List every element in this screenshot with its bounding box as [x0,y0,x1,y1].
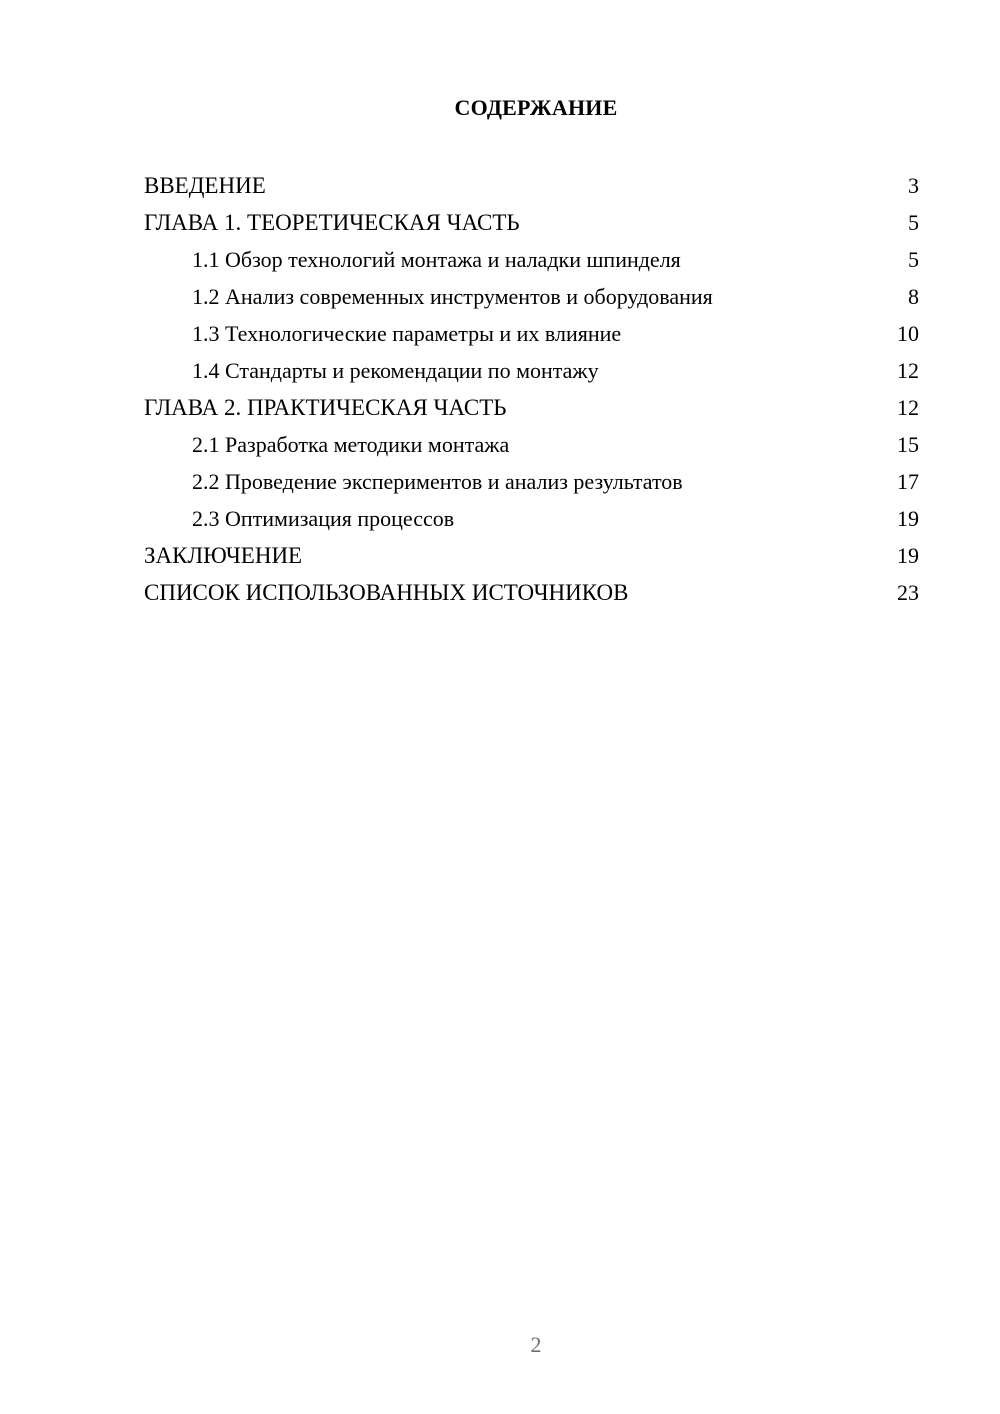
toc-entry-label: 1.3 Технологические параметры и их влияние [192,321,622,346]
toc-subentry[interactable] [144,278,919,315]
toc-entry-page: 5 [908,247,919,272]
toc-entry-page: 12 [897,395,919,420]
toc-entry-label: ГЛАВА 2. ПРАКТИЧЕСКАЯ ЧАСТЬ [144,395,507,420]
toc-entry-page: 15 [897,432,919,457]
toc-entry-label: 1.2 Анализ современных инструментов и оборудования [192,284,713,309]
toc-entry-label: 1.4 Стандарты и рекомендации по монтажу [192,358,599,383]
toc-subentry[interactable] [144,352,919,389]
page-title: СОДЕРЖАНИЕ [454,95,618,120]
toc-entry-label: ГЛАВА 1. ТЕОРЕТИЧЕСКАЯ ЧАСТЬ [144,210,520,235]
toc-entry-label: СПИСОК ИСПОЛЬЗОВАННЫХ ИСТОЧНИКОВ [144,580,629,605]
toc-entry-label: 2.2 Проведение экспериментов и анализ результатов [192,469,683,494]
toc-entry-page: 23 [897,580,919,605]
toc-entry-page: 19 [897,543,919,568]
toc-subentry[interactable] [144,315,919,352]
toc-entry-label: ЗАКЛЮЧЕНИЕ [144,543,303,568]
toc-entry-page: 10 [897,321,919,346]
toc-entry-page: 8 [908,284,919,309]
toc-entry[interactable] [144,167,919,204]
toc-subentry[interactable] [144,463,919,500]
toc-entry-label: 1.1 Обзор технологий монтажа и наладки шпинделя [192,247,681,272]
toc-entry[interactable] [144,537,919,574]
toc-subentry[interactable] [144,500,919,537]
toc-entry-page: 19 [897,506,919,531]
toc-entry[interactable] [144,574,919,611]
table-of-contents [144,167,919,611]
toc-entry[interactable] [144,389,919,426]
toc-entry-page: 3 [908,173,919,198]
toc-entry[interactable] [144,204,919,241]
toc-subentry[interactable] [144,426,919,463]
page-number: 2 [530,1332,542,1357]
toc-entry-label: 2.3 Оптимизация процессов [192,506,455,531]
toc-subentry[interactable] [144,241,919,278]
toc-entry-page: 17 [897,469,919,494]
toc-entry-label: 2.1 Разработка методики монтажа [192,432,510,457]
toc-entry-page: 12 [897,358,919,383]
toc-entry-page: 5 [908,210,919,235]
toc-entry-label: ВВЕДЕНИЕ [144,173,266,198]
